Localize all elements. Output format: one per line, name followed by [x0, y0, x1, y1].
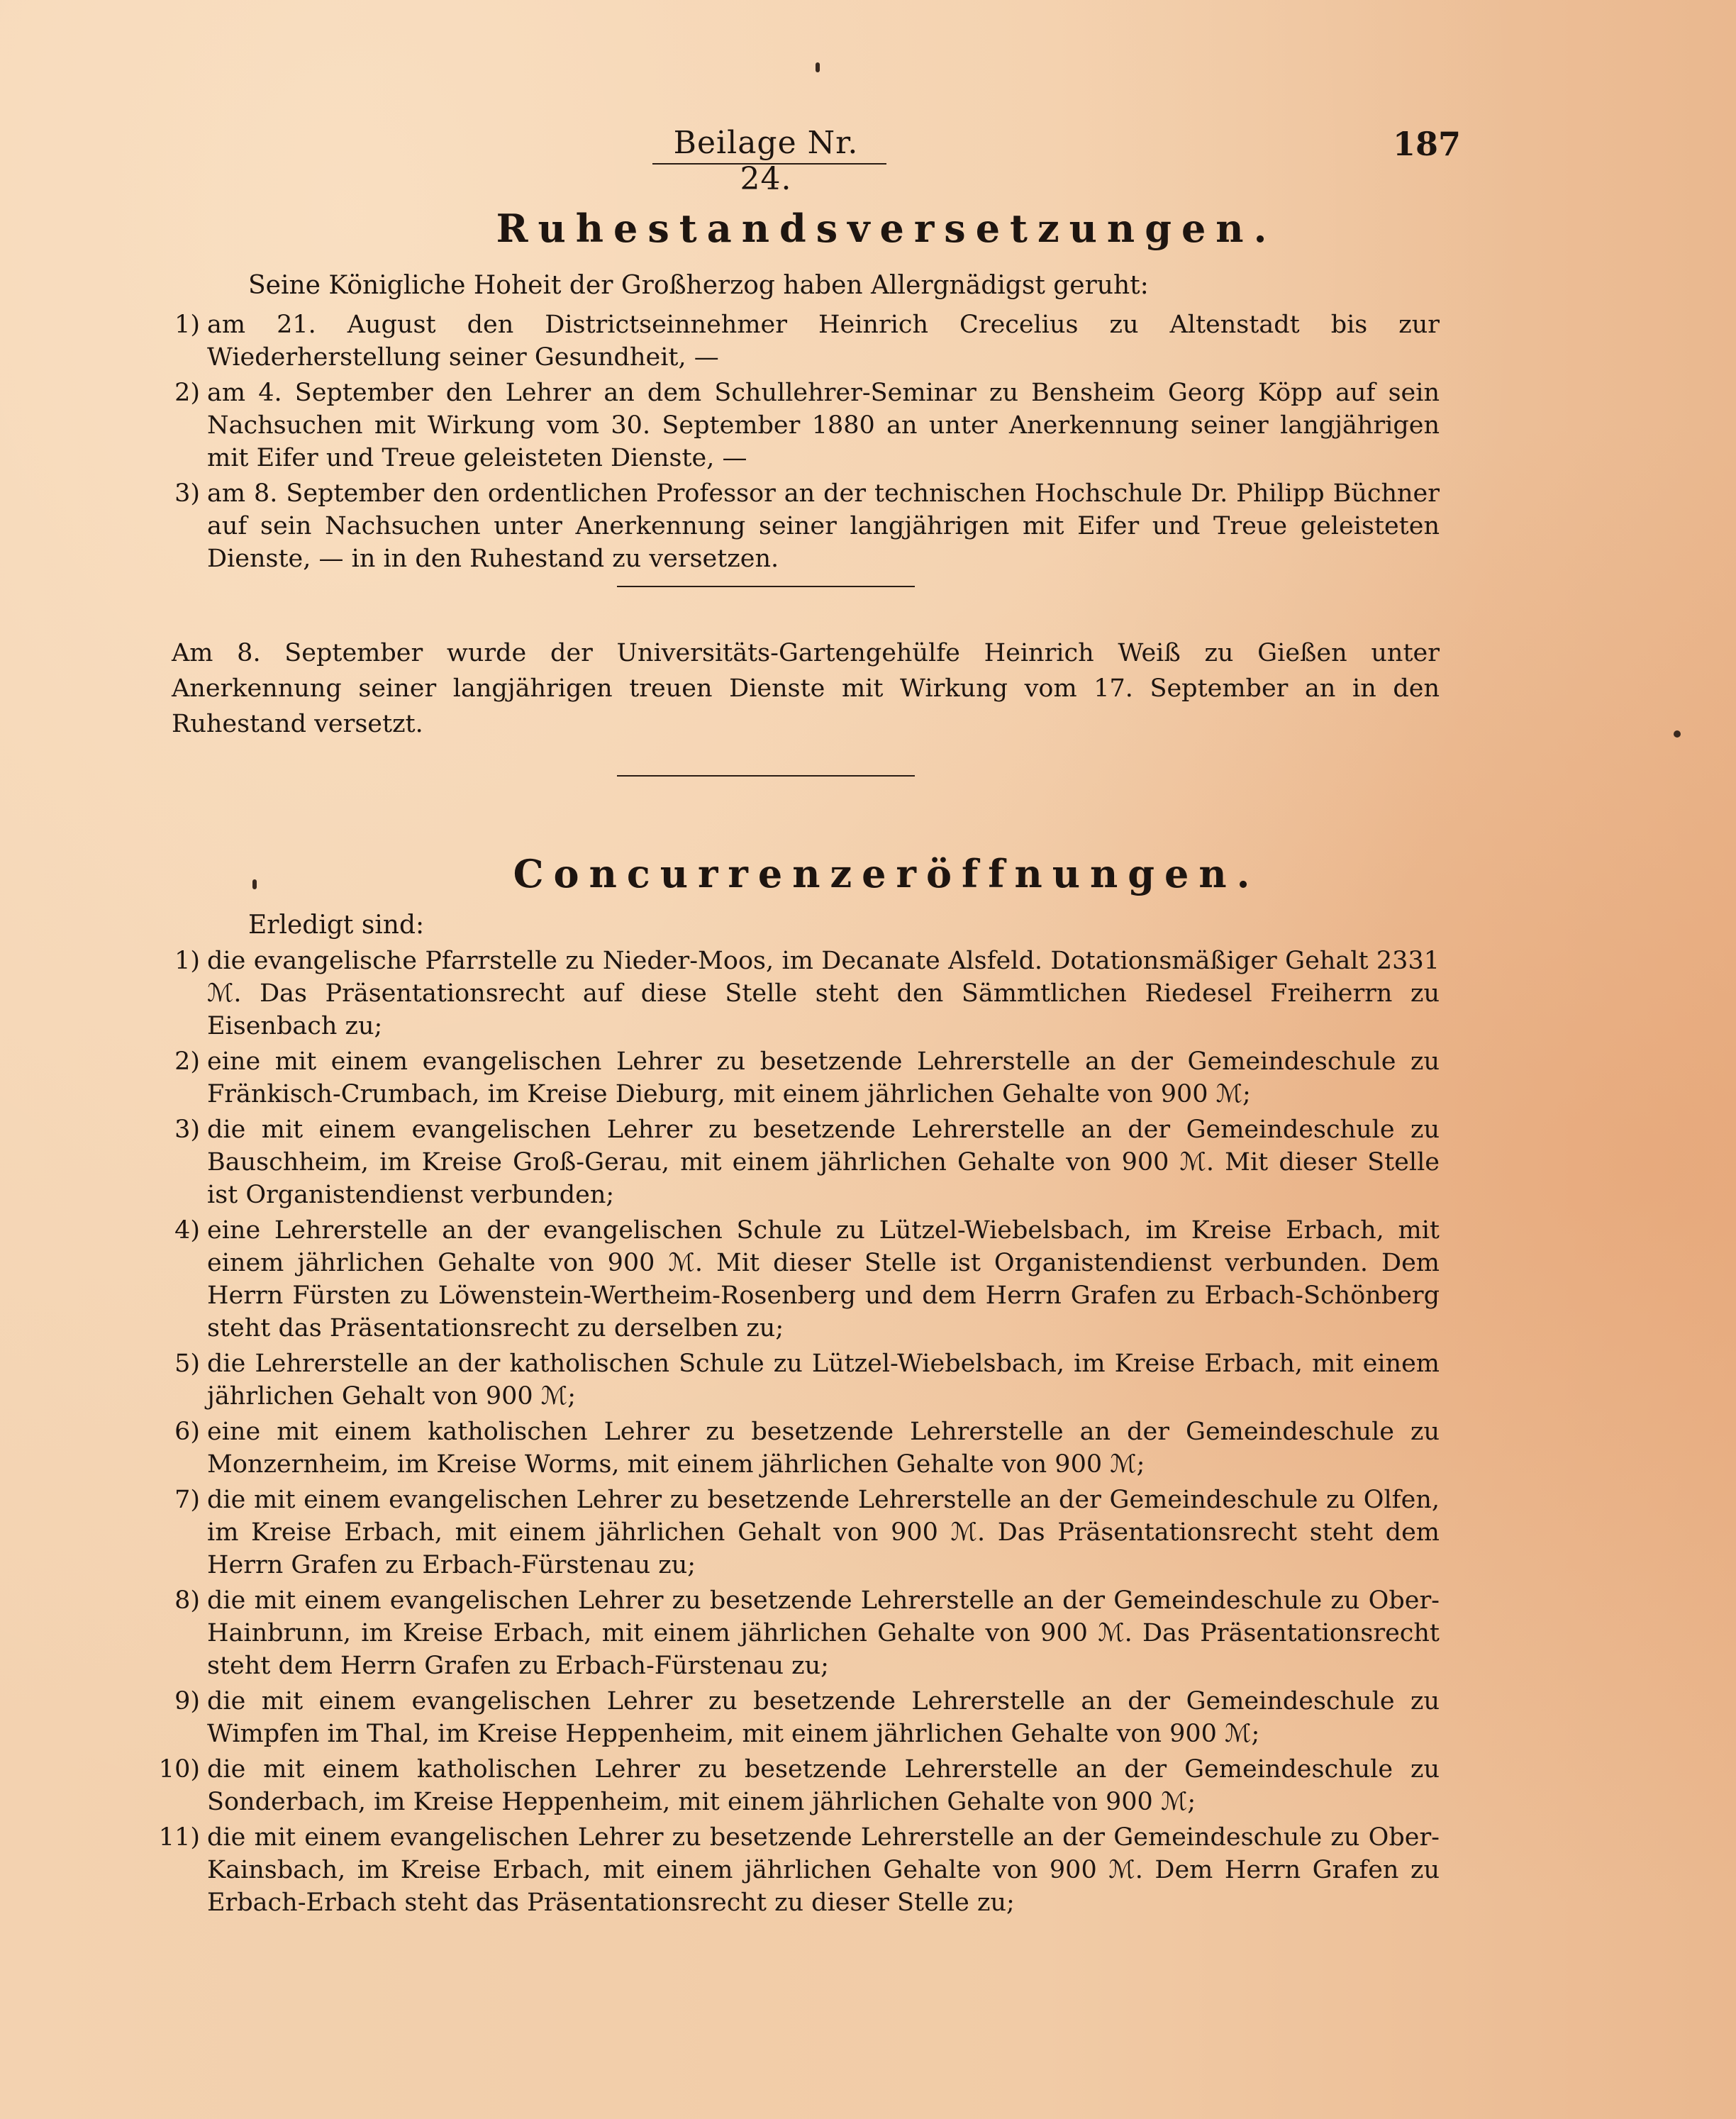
item-number: 1): [174, 311, 200, 339]
item-text: die evangelische Pfarrstelle zu Nieder-Moos, im Decanate Alsfeld. Dotationsmäßiger Gehalt 2331 ℳ. Das Präsentationsrecht auf diese Stelle steht den Sämmtlichen Riedesel Freiherrn zu Eisenbach zu;: [207, 947, 1440, 1040]
item-number: 10): [158, 1755, 200, 1784]
paper-speck: [1674, 730, 1681, 738]
list-item: [142, 1484, 1440, 1581]
paper-speck: [252, 879, 257, 889]
item-text: eine Lehrerstelle an der evangelischen Schule zu Lützel-Wiebelsbach, im Kreise Erbach, mit einem jährlichen Gehalte von 900 ℳ. Mit dieser Stelle ist Organistendienst verbunden. Dem Herrn Fürsten zu Löwenstein-Wertheim-Rosenberg und dem Herrn Grafen zu Erbach-Schönberg steht das Präsentationsrecht zu derselben zu;: [207, 1216, 1440, 1342]
list-item: [142, 1347, 1440, 1413]
page-number: 187: [1392, 125, 1461, 163]
list-item: [142, 945, 1440, 1042]
retirement-notice-paragraph: Am 8. September wurde der Universitäts-Gartengehülfe Heinrich Weiß zu Gießen unter Anerkennung seiner langjährigen treuen Dienste mit Wirkung vom 17. September an in den Ruhestand versetzt.: [172, 639, 1440, 738]
section-divider: [617, 586, 915, 587]
item-text: am 21. August den Districtseinnehmer Heinrich Crecelius zu Altenstadt bis zur Wiederherstellung seiner Gesundheit, —: [207, 311, 1440, 372]
list-item: [142, 1416, 1440, 1481]
item-text: die mit einem evangelischen Lehrer zu besetzende Lehrerstelle an der Gemeindeschule zu Olfen, im Kreise Erbach, mit einem jährlichen Gehalt von 900 ℳ. Das Präsentationsrecht steht dem Herrn Grafen zu Erbach-Fürstenau zu;: [207, 1486, 1440, 1579]
vacancy-list: [142, 945, 1440, 1922]
list-item: [142, 377, 1440, 474]
section-heading-vacancies: Concurrenzeröffnungen.: [513, 851, 1260, 896]
item-number: 1): [174, 947, 200, 975]
supplement-title: Beilage Nr. 24.: [673, 125, 859, 197]
list-item: [142, 1214, 1440, 1345]
list-item: [142, 1045, 1440, 1111]
item-text: die Lehrerstelle an der katholischen Schule zu Lützel-Wiebelsbach, im Kreise Erbach, mit einem jährlichen Gehalt von 900 ℳ;: [207, 1350, 1440, 1411]
list-item: [142, 1685, 1440, 1750]
list-item: [142, 1584, 1440, 1682]
list-item: [142, 1821, 1440, 1919]
section-intro-retirements: Seine Königliche Hoheit der Großherzog haben Allergnädigst geruht:: [248, 271, 1149, 300]
item-text: am 4. September den Lehrer an dem Schullehrer-Seminar zu Bensheim Georg Köpp auf sein Nachsuchen mit Wirkung vom 30. September 1880 an unter Anerkennung seiner langjährigen mit Eifer und Treue geleisteten Dienste, —: [207, 379, 1440, 472]
item-number: 3): [174, 1116, 200, 1144]
section-intro-vacancies: Erledigt sind:: [248, 911, 425, 940]
list-item: [142, 477, 1440, 575]
item-text: eine mit einem katholischen Lehrer zu besetzende Lehrerstelle an der Gemeindeschule zu Monzernheim, im Kreise Worms, mit einem jährlichen Gehalte von 900 ℳ;: [207, 1418, 1440, 1479]
item-text: die mit einem evangelischen Lehrer zu besetzende Lehrerstelle an der Gemeindeschule zu Ober-Hainbrunn, im Kreise Erbach, mit einem jährlichen Gehalte von 900 ℳ. Das Präsentationsrecht steht dem Herrn Grafen zu Erbach-Fürstenau zu;: [207, 1586, 1440, 1680]
item-number: 2): [174, 1047, 200, 1076]
list-item: [142, 308, 1440, 374]
item-number: 5): [174, 1350, 200, 1378]
section-divider: [617, 775, 915, 777]
item-number: 11): [158, 1823, 200, 1852]
item-number: 6): [174, 1418, 200, 1446]
item-text: die mit einem katholischen Lehrer zu besetzende Lehrerstelle an der Gemeindeschule zu Sonderbach, im Kreise Heppenheim, mit einem jährlichen Gehalte von 900 ℳ;: [207, 1755, 1440, 1816]
header-underline: [652, 163, 886, 165]
item-text: die mit einem evangelischen Lehrer zu besetzende Lehrerstelle an der Gemeindeschule zu Bauschheim, im Kreise Groß-Gerau, mit einem jährlichen Gehalte von 900 ℳ. Mit dieser Stelle ist Organistendienst verbunden;: [207, 1116, 1440, 1209]
item-text: eine mit einem evangelischen Lehrer zu besetzende Lehrerstelle an der Gemeindeschule zu Fränkisch-Crumbach, im Kreise Dieburg, mit einem jährlichen Gehalte von 900 ℳ;: [207, 1047, 1440, 1108]
item-number: 4): [174, 1216, 200, 1245]
list-item: [142, 1113, 1440, 1211]
list-item: [142, 1753, 1440, 1818]
section-heading-retirements: Ruhestandsversetzungen.: [496, 206, 1277, 251]
item-number: 9): [174, 1687, 200, 1715]
item-number: 3): [174, 479, 200, 508]
paper-speck: [816, 62, 820, 72]
item-text: die mit einem evangelischen Lehrer zu besetzende Lehrerstelle an der Gemeindeschule zu Ober-Kainsbach, im Kreise Erbach, mit einem jährlichen Gehalte von 900 ℳ. Dem Herrn Grafen zu Erbach-Erbach steht das Präsentationsrecht zu dieser Stelle zu;: [207, 1823, 1440, 1917]
item-text: am 8. September den ordentlichen Professor an der technischen Hochschule Dr. Philipp Büchner auf sein Nachsuchen unter Anerkennung seiner langjährigen mit Eifer und Treue geleisteten Dienste, — in in den Ruhestand zu versetzen.: [207, 479, 1440, 573]
item-text: die mit einem evangelischen Lehrer zu besetzende Lehrerstelle an der Gemeindeschule zu Wimpfen im Thal, im Kreise Heppenheim, mit einem jährlichen Gehalte von 900 ℳ;: [207, 1687, 1440, 1748]
item-number: 2): [174, 379, 200, 407]
item-number: 7): [174, 1486, 200, 1514]
item-number: 8): [174, 1586, 200, 1615]
retirement-list: [142, 308, 1440, 578]
